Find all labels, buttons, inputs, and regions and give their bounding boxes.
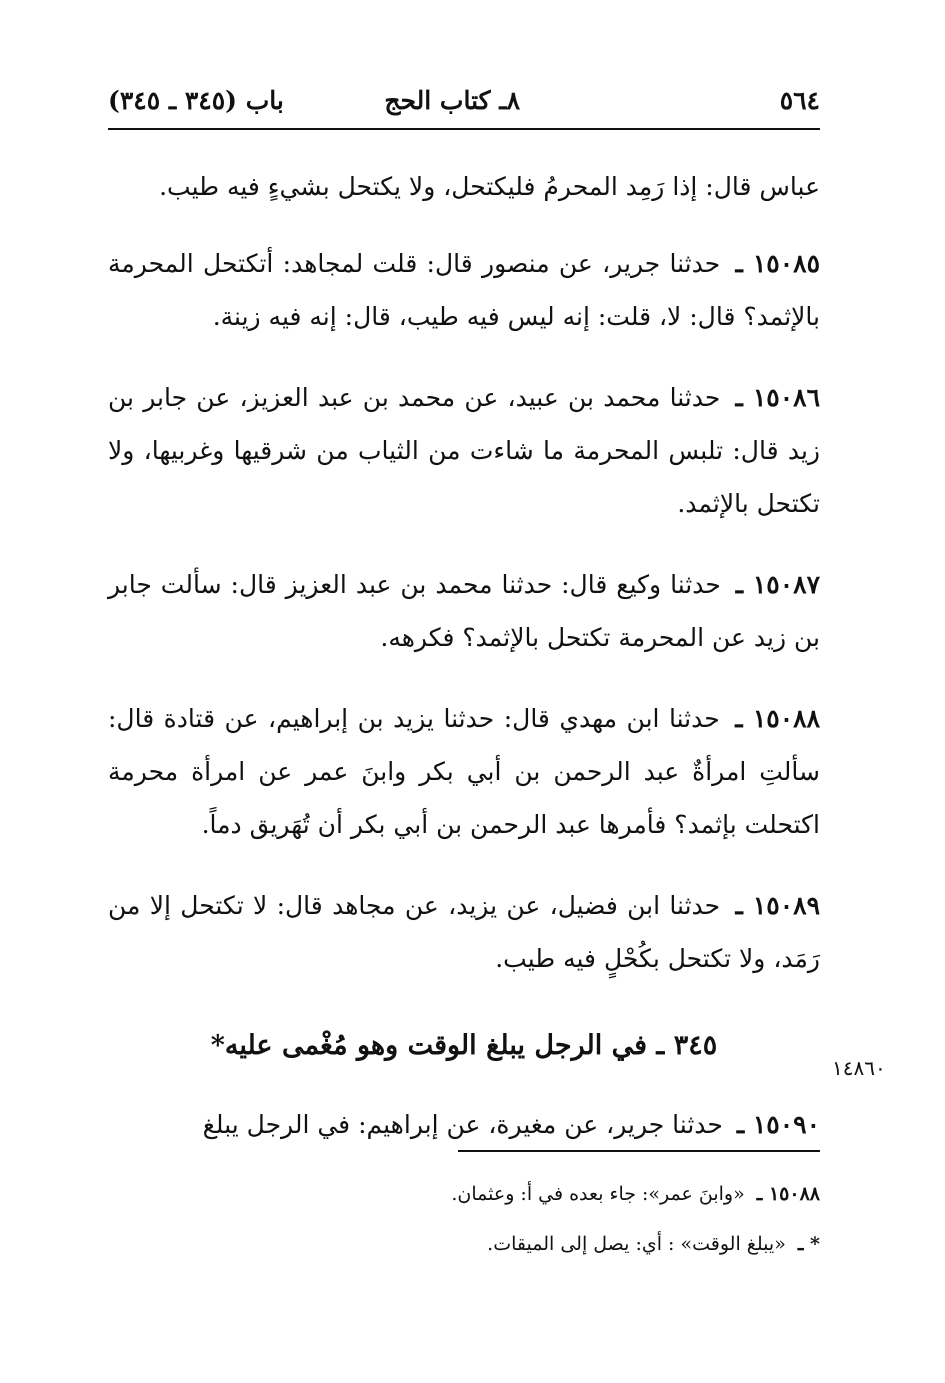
hadith-number: ١٥٠٨٦ ـ xyxy=(735,383,820,412)
hadith-number: ١٥٠٨٩ ـ xyxy=(735,891,821,920)
footnote-text: «وابنَ عمر»: جاء بعده في أ: وعثمان. xyxy=(451,1183,745,1205)
page-header xyxy=(108,80,820,124)
footnote-number: * ـ xyxy=(797,1233,820,1255)
footnotes xyxy=(108,1172,820,1272)
margin-reference-number: ١٤٨٦٠ xyxy=(832,1056,886,1080)
hadith-paragraph xyxy=(108,1098,820,1151)
footnote-divider xyxy=(458,1150,820,1152)
footnote xyxy=(108,1172,820,1216)
footnote xyxy=(108,1222,820,1266)
header-divider xyxy=(108,128,820,130)
running-title: ٨ـ كتاب الحج xyxy=(384,86,520,115)
paragraph-text: عباس قال: إذا رَمِد المحرمُ فليكتحل، ولا يكتحل بشيءٍ فيه طيب. xyxy=(159,172,820,201)
hadith-paragraph xyxy=(108,237,820,343)
paragraph-continuation xyxy=(108,160,820,213)
hadith-paragraph xyxy=(108,692,820,851)
paragraph-text: حدثنا ابن مهدي قال: حدثنا يزيد بن إبراهيم، عن قتادة قال: سألتِ امرأةٌ عبد الرحمن بن أبي بكر وابنَ عمر عن امرأة محرمة اكتحلت بإثمد؟ فأمرها عبد الرحمن بن أبي بكر أن تُهَريق دماً. xyxy=(108,704,820,839)
paragraph-text: حدثنا محمد بن عبيد، عن محمد بن عبد العزيز، عن جابر بن زيد قال: تلبس المحرمة ما شاءت من الثياب من شرقيها وغربيها، ولا تكتحل بالإثمد. xyxy=(108,383,820,518)
section-heading: ٣٤٥ ـ في الرجل يبلغ الوقت وهو مُغْمى عليه* xyxy=(210,1030,718,1061)
paragraph-text: حدثنا ابن فضيل، عن يزيد، عن مجاهد قال: لا تكتحل إلا من رَمَد، ولا تكتحل بكُحْلٍ فيه طيب. xyxy=(108,891,820,973)
paragraph-text: حدثنا جرير، عن منصور قال: قلت لمجاهد: أتكتحل المحرمة بالإثمد؟ قال: لا، قلت: إنه ليس فيه طيب، قال: إنه فيه زينة. xyxy=(108,249,820,331)
hadith-paragraph xyxy=(108,558,820,664)
footnote-number: ١٥٠٨٨ ـ xyxy=(756,1183,820,1205)
hadith-paragraph xyxy=(108,879,820,985)
hadith-number: ١٥٠٨٧ ـ xyxy=(735,570,821,599)
hadith-number: ١٥٠٨٨ ـ xyxy=(735,704,820,733)
footnote-text: «يبلغ الوقت» : أي: يصل إلى الميقات. xyxy=(487,1233,786,1255)
hadith-number: ١٥٠٨٥ ـ xyxy=(735,249,820,278)
main-text xyxy=(108,160,820,1179)
paragraph-text: حدثنا جرير، عن مغيرة، عن إبراهيم: في الرجل يبلغ xyxy=(202,1110,723,1139)
hadith-paragraph xyxy=(108,371,820,530)
chapter-range: باب (٣٤٥ ـ ٣٤٥) xyxy=(108,86,284,115)
hadith-number: ١٥٠٩٠ ـ xyxy=(736,1110,820,1139)
paragraph-text: حدثنا وكيع قال: حدثنا محمد بن عبد العزيز قال: سألت جابر بن زيد عن المحرمة تكتحل بالإثمد؟ فكرهه. xyxy=(108,570,820,652)
page-number: ٥٦٤ xyxy=(779,86,820,115)
